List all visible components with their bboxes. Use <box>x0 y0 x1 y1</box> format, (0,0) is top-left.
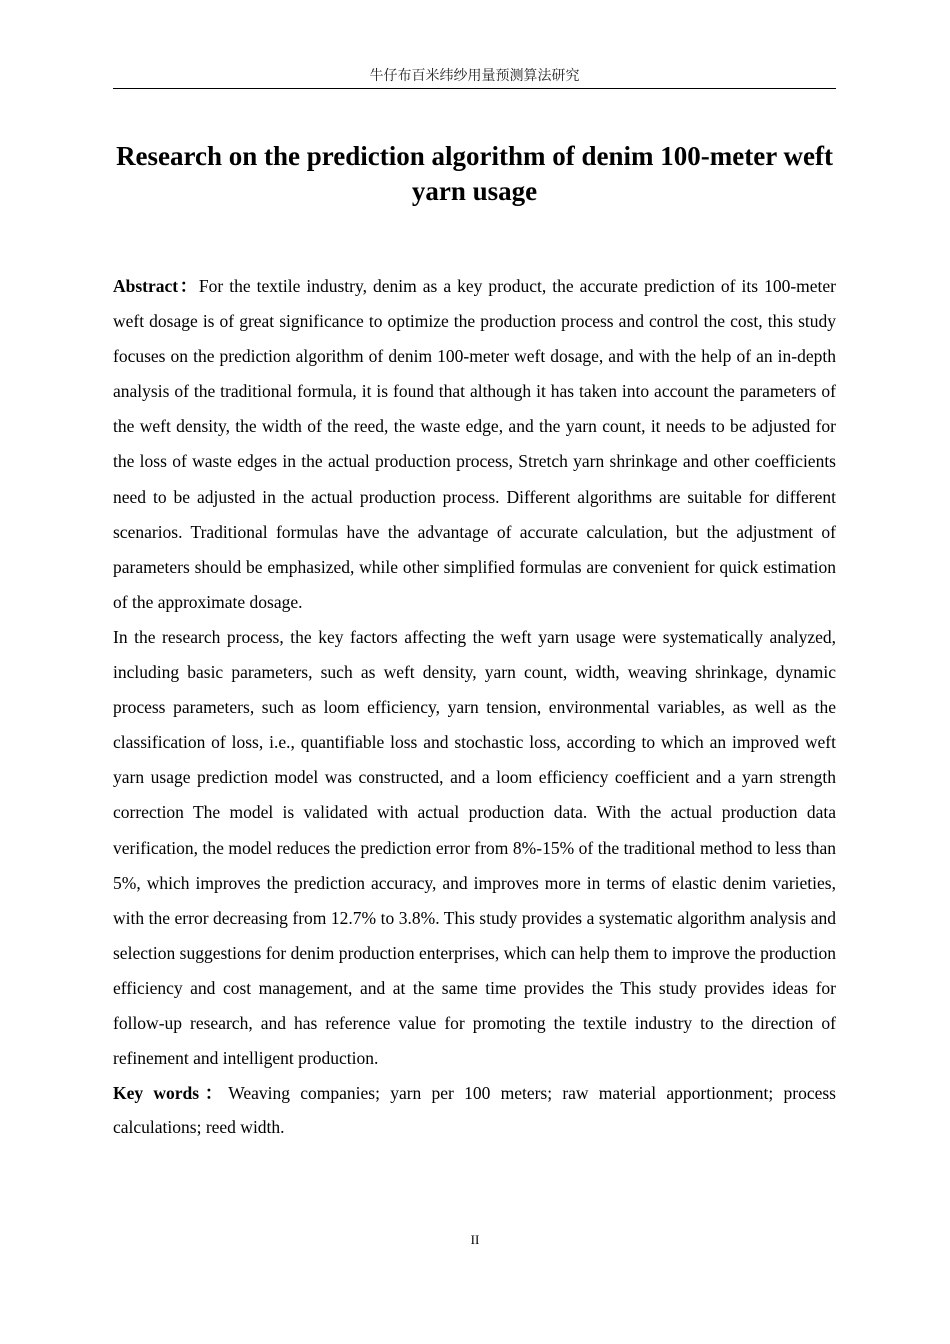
abstract-text-1: For the textile industry, denim as a key product, the accurate prediction of its 100-meter weft dosage is of great significance to optimize the production process and control the cost, this study focuses on the prediction algorithm of denim 100-meter weft dosage, and with the help of an in-depth analysis of the traditional formula, it is found that although it has taken into account the parameters of the weft density, the width of the reed, the waste edge, and the yarn count, it needs to be adjusted for the loss of waste edges in the actual production process, Stretch yarn shrinkage and other coefficients need to be adjusted in the actual production process. Different algorithms are suitable for different scenarios. Traditional formulas have the advantage of accurate calculation, but the adjustment of parameters should be emphasized, while other simplified formulas are convenient for quick estimation of the approximate dosage. <box>113 276 836 612</box>
keywords-text: Weaving companies; yarn per 100 meters; raw material apportionment; process calculations; reed width. <box>113 1083 836 1138</box>
abstract-text-2: In the research process, the key factors affecting the weft yarn usage were systematically analyzed, including basic parameters, such as weft density, yarn count, width, weaving shrinkage, dynamic process parameters, such as loom efficiency, yarn tension, environmental variables, as well as the classification of loss, i.e., quantifiable loss and stochastic loss, according to which an improved weft yarn usage prediction model was constructed, and a loom efficiency coefficient and a yarn strength correction The model is validated with actual production data. With the actual production data verification, the model reduces the prediction error from 8%-15% of the traditional method to less than 5%, which improves the prediction accuracy, and improves more in terms of elastic denim varieties, with the error decreasing from 12.7% to 3.8%. This study provides a systematic algorithm analysis and selection suggestions for denim production enterprises, which can help them to improve the production efficiency and cost management, and at the same time provides the This study provides ideas for follow-up research, and has reference value for promoting the textile industry to the direction of refinement and intelligent production. <box>113 626 836 1069</box>
keywords-paragraph <box>113 1076 836 1144</box>
abstract-paragraph-2 <box>113 620 836 1076</box>
abstract-section <box>113 269 836 1144</box>
page-number: II <box>470 1232 480 1247</box>
running-header: 牛仔布百米纬纱用量预测算法研究 <box>369 68 580 84</box>
keywords-label: Key words： <box>113 1083 229 1104</box>
header-rule <box>113 88 836 89</box>
paper-title: Research on the prediction algorithm of denim 100-meter weft yarn usage <box>116 141 833 206</box>
abstract-label: Abstract： <box>113 276 199 296</box>
abstract-paragraph-1 <box>113 269 836 620</box>
